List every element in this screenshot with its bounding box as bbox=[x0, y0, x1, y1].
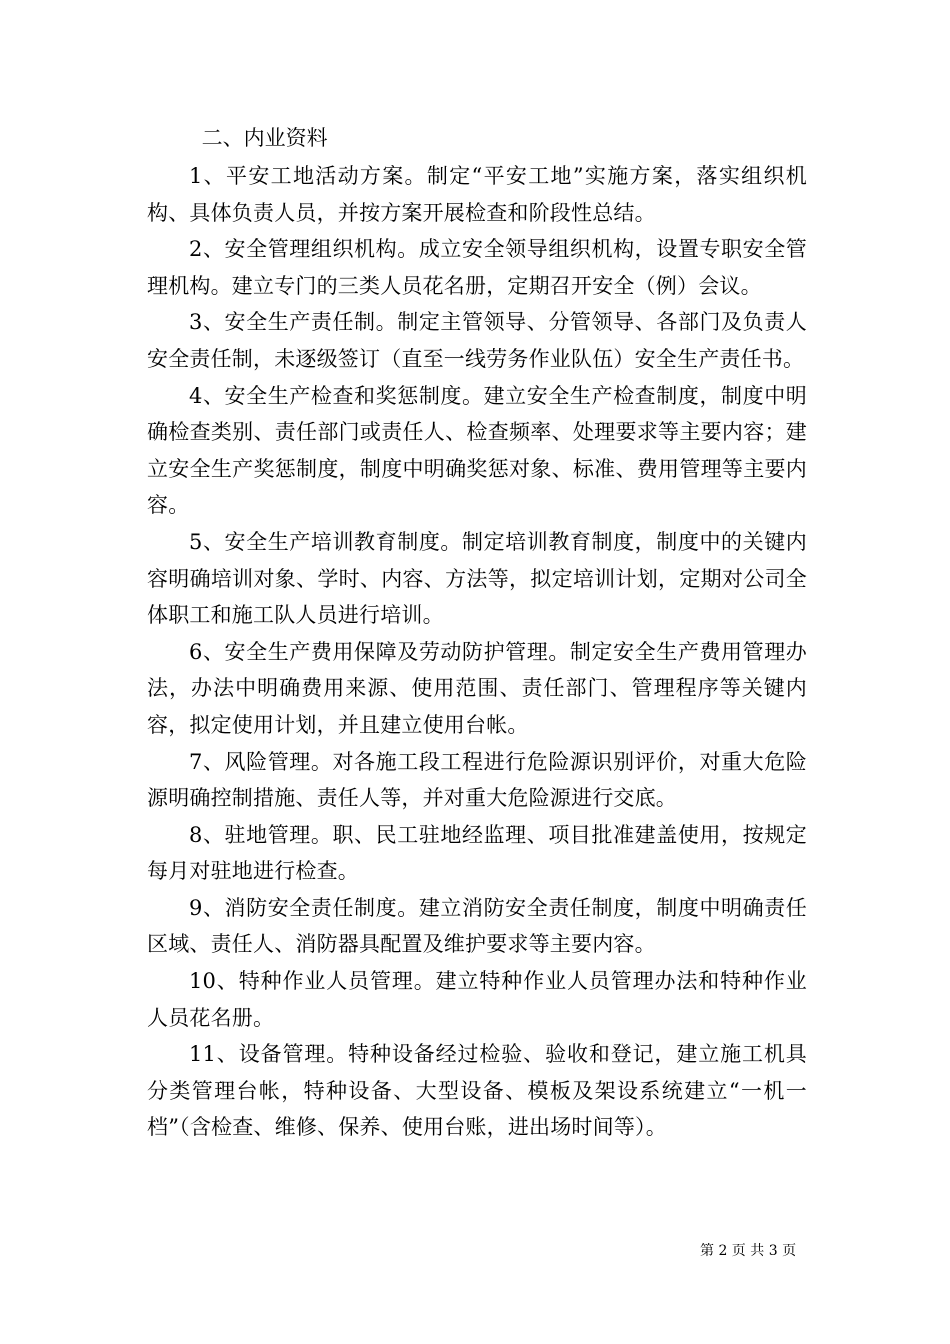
paragraph-1: 1、平安工地活动方案。制定“平安工地”实施方案，落实组织机构、具体负责人员，并按方案开展检查和阶段性总结。 bbox=[147, 164, 807, 225]
paragraph-4: 4、安全生产检查和奖惩制度。建立安全生产检查制度，制度中明确检查类别、责任部门或责任人、检查频率、处理要求等主要内容；建立安全生产奖惩制度，制度中明确奖惩对象、标准、费用管理等主要内容。 bbox=[147, 383, 807, 518]
paragraph-8: 8、驻地管理。职、民工驻地经监理、项目批准建盖使用，按规定每月对驻地进行检查。 bbox=[147, 822, 807, 884]
section-heading: 二、内业资料 bbox=[201, 126, 328, 150]
paragraph-11: 11、设备管理。特种设备经过检验、验收和登记，建立施工机具分类管理台帐，特种设备、大型设备、模板及架设系统建立“一机一档”（含检查、维修、保养、使用台账，进出场时间等）。 bbox=[147, 1042, 807, 1140]
paragraph-2: 2、安全管理组织机构。成立安全领导组织机构，设置专职安全管理机构。建立专门的三类人员花名册，定期召开安全（例）会议。 bbox=[147, 237, 807, 298]
paragraph-6: 6、安全生产费用保障及劳动防护管理。制定安全生产费用管理办法，办法中明确费用来源、使用范围、责任部门、管理程序等关键内容，拟定使用计划，并且建立使用台帐。 bbox=[147, 639, 807, 737]
paragraph-10: 10、特种作业人员管理。建立特种作业人员管理办法和特种作业人员花名册。 bbox=[147, 969, 807, 1030]
document-body bbox=[147, 118, 807, 1146]
paragraph-9: 9、消防安全责任制度。建立消防安全责任制度，制度中明确责任区域、责任人、消防器具配置及维护要求等主要内容。 bbox=[147, 895, 807, 957]
paragraph-7: 7、风险管理。对各施工段工程进行危险源识别评价，对重大危险源明确控制措施、责任人等，并对重大危险源进行交底。 bbox=[147, 749, 807, 811]
paragraph-3: 3、安全生产责任制。制定主管领导、分管领导、各部门及负责人安全责任制，未逐级签订（直至一线劳务作业队伍）安全生产责任书。 bbox=[147, 310, 807, 371]
page-number-footer: 第 2 页 共 3 页 bbox=[700, 1243, 797, 1259]
paragraph-5: 5、安全生产培训教育制度。制定培训教育制度，制度中的关键内容明确培训对象、学时、内容、方法等，拟定培训计划，定期对公司全体职工和施工队人员进行培训。 bbox=[147, 529, 807, 628]
